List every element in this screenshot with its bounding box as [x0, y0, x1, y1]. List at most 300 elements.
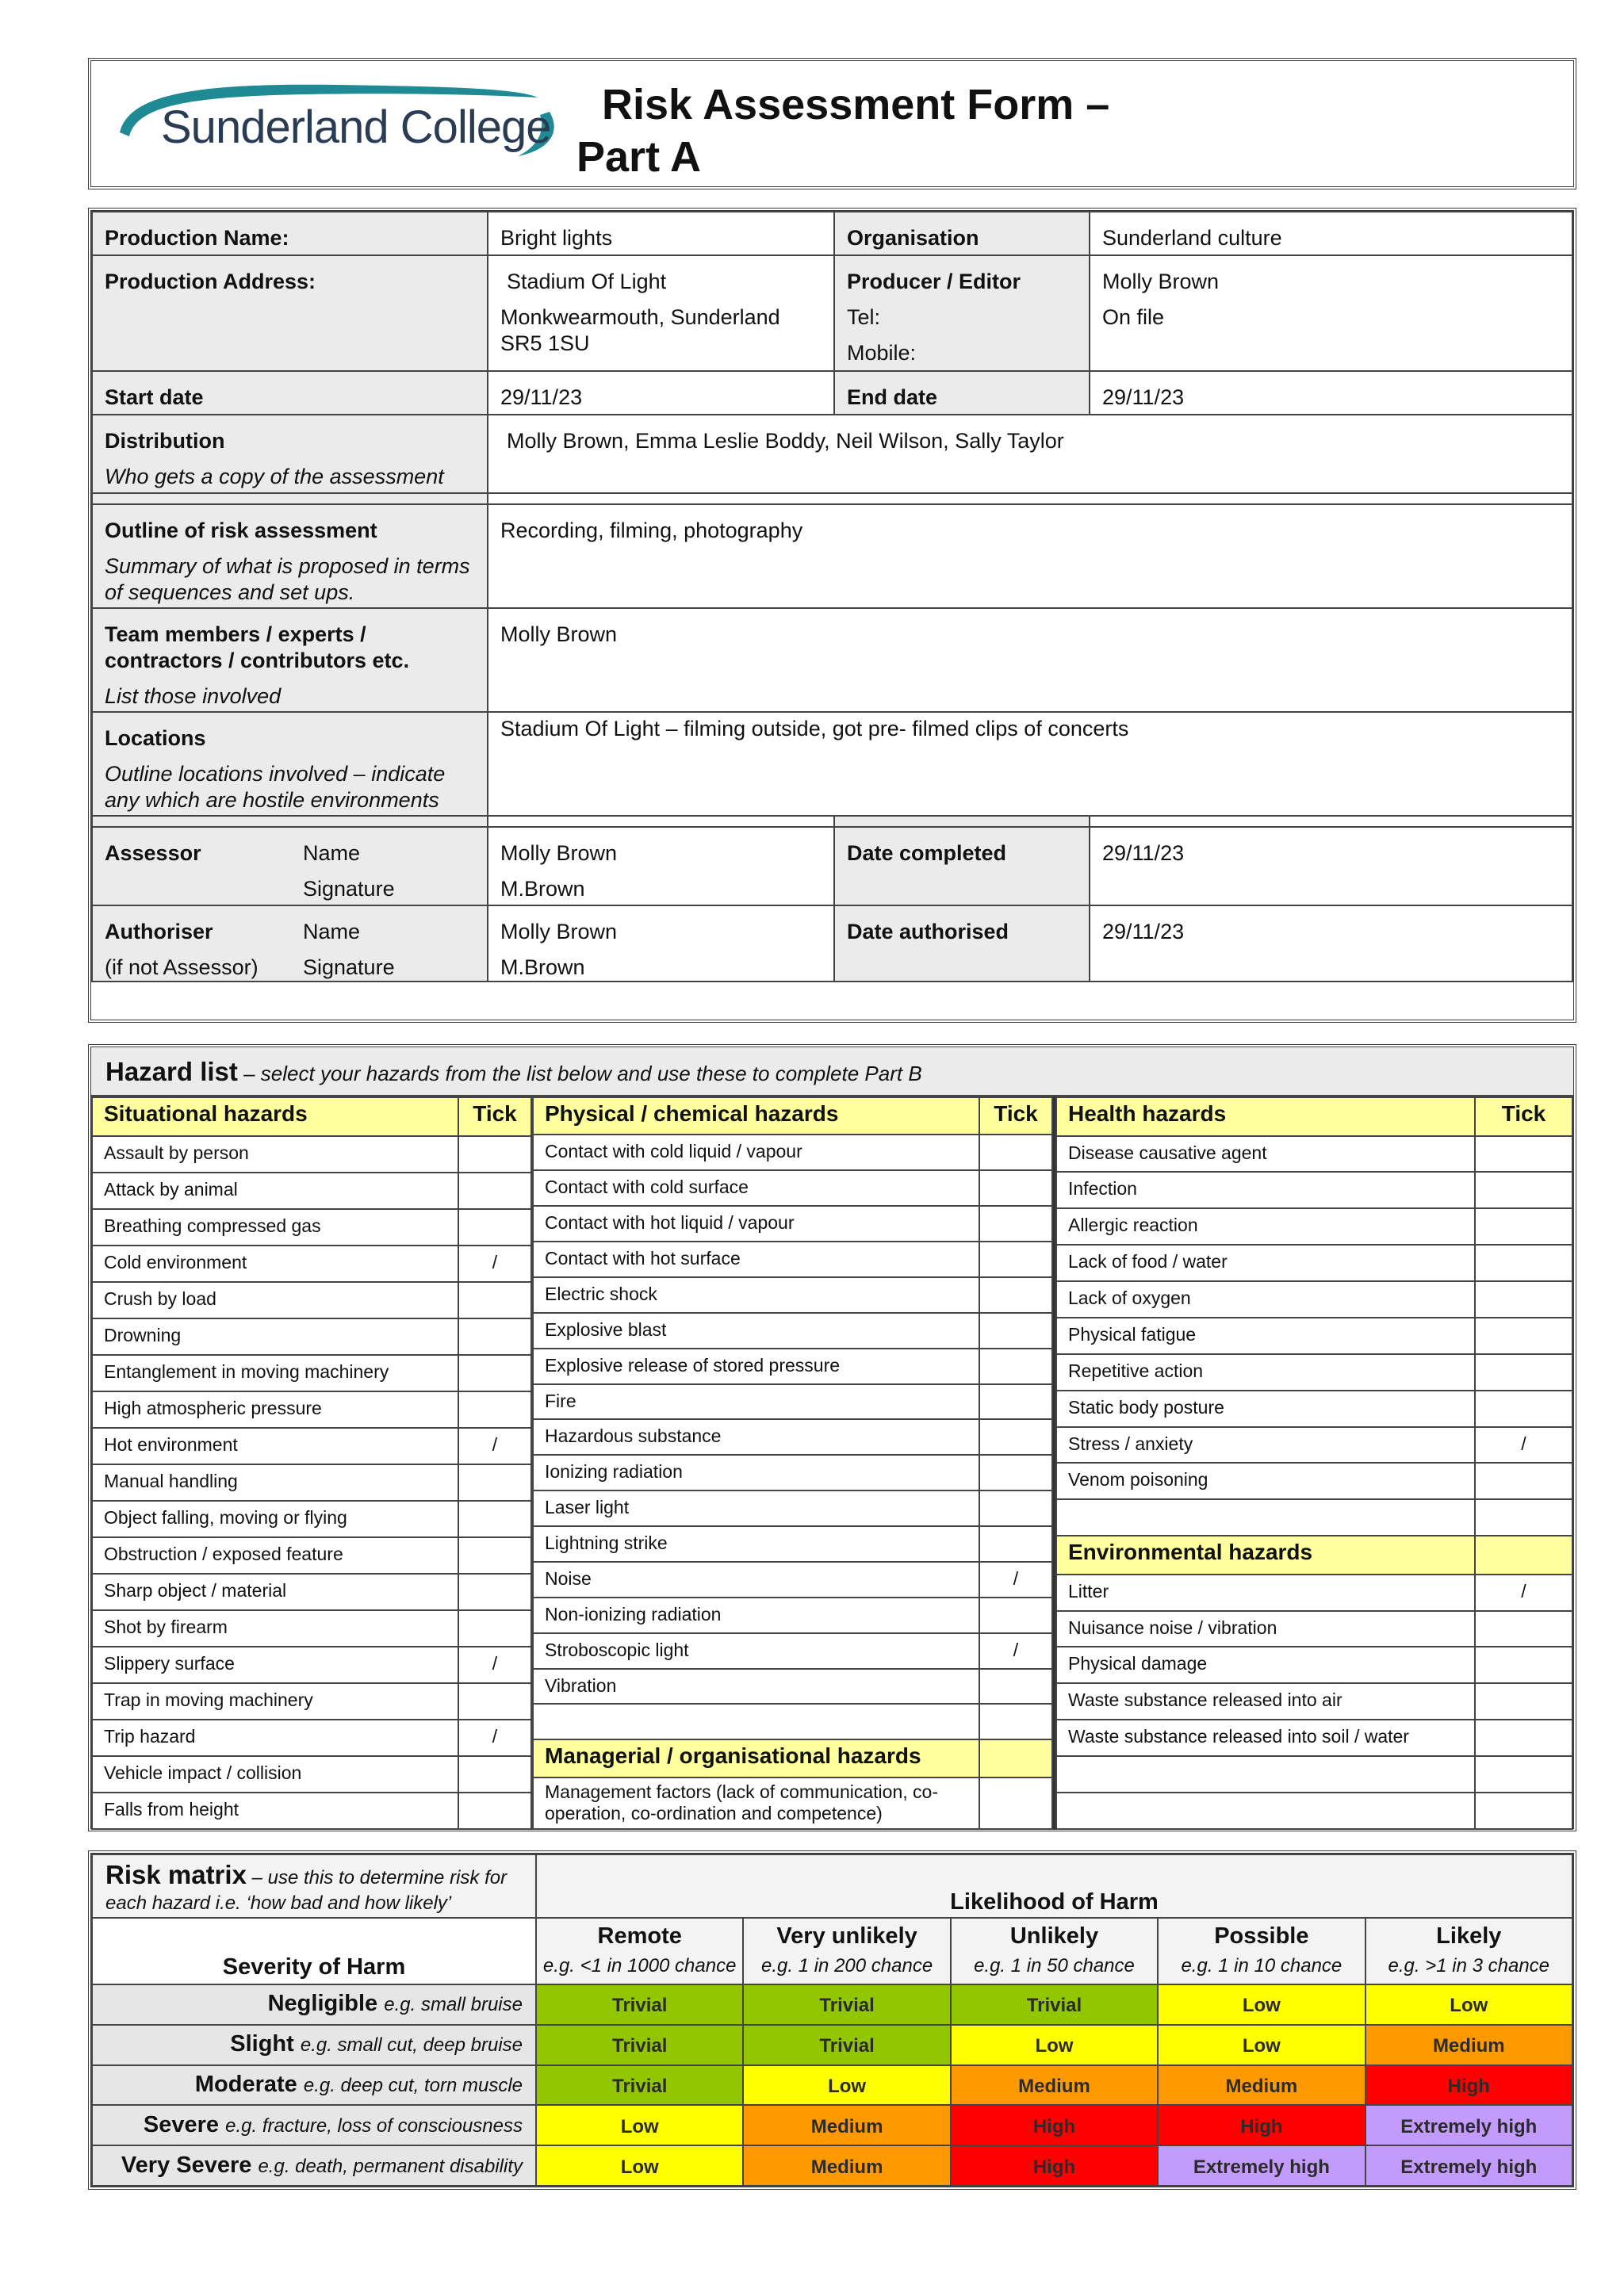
risk-level-cell: Medium — [743, 2145, 950, 2186]
likelihood-very-unlikely — [743, 1918, 950, 1984]
hazard-stress-anxiety: Stress / anxiety — [1056, 1427, 1475, 1464]
hazard-litter: Litter — [1056, 1575, 1475, 1611]
tick-contact-with-cold-surface[interactable] — [979, 1170, 1052, 1206]
hazard-waste-substance-released-into-soil-water: Waste substance released into soil / water — [1056, 1720, 1475, 1756]
hazard-row — [533, 1490, 1052, 1526]
start-date-label: Start date — [92, 371, 488, 415]
hazard-row — [92, 1574, 531, 1610]
authoriser-label-cell — [92, 905, 488, 982]
hazard-row — [92, 1793, 531, 1829]
tick-crush-by-load[interactable] — [458, 1282, 531, 1318]
assessor-name-signature-labels — [303, 840, 395, 902]
tick-fire[interactable] — [979, 1384, 1052, 1420]
authoriser-name: Molly Brown — [500, 920, 618, 943]
assessor-label-cell — [92, 827, 488, 905]
tick-physical-damage[interactable] — [1475, 1647, 1572, 1683]
hazard-row — [533, 1455, 1052, 1490]
hazard-shot-by-firearm: Shot by firearm — [92, 1610, 458, 1647]
hazard-row — [533, 1242, 1052, 1277]
distribution-sub: Who gets a copy of the assessment — [105, 465, 444, 488]
tick-hazardous-substance[interactable] — [979, 1419, 1052, 1455]
risk-level-cell: Trivial — [536, 2065, 743, 2106]
environmental-tick-header — [1475, 1536, 1572, 1575]
locations-sub: Outline locations involved – indicate any which are hostile environments — [105, 762, 446, 812]
severity-example: e.g. fracture, loss of consciousness — [225, 2114, 523, 2137]
physical-header — [533, 1097, 1052, 1135]
hazard-laser-light: Laser light — [533, 1490, 979, 1526]
hazard-row — [92, 1318, 531, 1355]
severity-example: e.g. small cut, deep bruise — [300, 2034, 523, 2057]
hazard-row — [1056, 1391, 1572, 1427]
tick-high-atmospheric-pressure[interactable] — [458, 1391, 531, 1428]
hazard-row — [1056, 1136, 1572, 1173]
hazard-breathing-compressed-gas: Breathing compressed gas — [92, 1209, 458, 1246]
hazard-row — [533, 1277, 1052, 1313]
hazard-row — [92, 1537, 531, 1574]
authoriser-name-signature-labels — [303, 919, 395, 981]
form-title-line1: Risk Assessment Form – — [602, 81, 1110, 128]
hazard-repetitive-action: Repetitive action — [1056, 1354, 1475, 1391]
address-line3: SR5 1SU — [500, 331, 590, 355]
severity-example: e.g. death, permanent disability — [258, 2155, 523, 2177]
hazard-row — [533, 1598, 1052, 1633]
hazard-physical-fatigue: Physical fatigue — [1056, 1318, 1475, 1354]
tick-trap-in-moving-machinery[interactable] — [458, 1683, 531, 1720]
hazard-attack-by-animal: Attack by animal — [92, 1173, 458, 1209]
risk-level-cell: Low — [1365, 1984, 1572, 2025]
risk-matrix-title — [92, 1854, 536, 1918]
severity-very-severe — [92, 2145, 536, 2186]
authoriser-sub: (if not Assessor) — [105, 955, 259, 979]
form-title-line2: Part A — [576, 133, 702, 181]
managerial-title: Managerial / organisational hazards — [533, 1739, 979, 1777]
risk-matrix-title-sub: – use this to determine risk for each hazard i.e. ‘how bad and how likely’ — [105, 1867, 508, 1914]
hazard-row — [92, 1355, 531, 1391]
managerial-header — [533, 1739, 1052, 1777]
hazard-row — [533, 1526, 1052, 1562]
hazard-slippery-surface: Slippery surface — [92, 1647, 458, 1683]
producer-value-cell[interactable] — [1090, 255, 1572, 371]
hazard-list — [88, 1044, 1576, 1831]
authoriser-signature: M.Brown — [500, 955, 585, 979]
hazard-venom-poisoning: Venom poisoning — [1056, 1463, 1475, 1499]
likelihood-example: e.g. >1 in 3 chance — [1388, 1955, 1550, 1976]
hazard-explosive-blast: Explosive blast — [533, 1313, 979, 1349]
hazard-title-sub: – select your hazards from the list below and use these to complete Part B — [237, 1062, 922, 1085]
risk-level-cell: Low — [951, 2025, 1158, 2065]
tick-infection[interactable] — [1475, 1172, 1572, 1208]
hazard-object-falling-moving-or-flying: Object falling, moving or flying — [92, 1501, 458, 1537]
likelihood-unlikely — [951, 1918, 1158, 1984]
assessor-name: Molly Brown — [500, 841, 618, 865]
tick-waste-substance-released-into-soil-water[interactable] — [1475, 1720, 1572, 1756]
risk-level-cell: Extremely high — [1158, 2145, 1365, 2186]
hazard-obstruction-exposed-feature: Obstruction / exposed feature — [92, 1537, 458, 1574]
health-tick-header: Tick — [1475, 1097, 1572, 1136]
tick-laser-light[interactable] — [979, 1490, 1052, 1526]
tick-contact-with-hot-liquid-vapour[interactable] — [979, 1206, 1052, 1242]
tick-litter[interactable]: / — [1475, 1575, 1572, 1611]
tick-noise[interactable]: / — [979, 1562, 1052, 1598]
hazard-lightning-strike: Lightning strike — [533, 1526, 979, 1562]
tick-object-falling-moving-or-flying[interactable] — [458, 1501, 531, 1537]
severity-row-very-severe — [92, 2145, 1572, 2186]
blank-cell — [1056, 1793, 1475, 1829]
hazard-allergic-reaction: Allergic reaction — [1056, 1208, 1475, 1245]
risk-level-cell: Low — [536, 2145, 743, 2186]
risk-level-cell: Extremely high — [1365, 2105, 1572, 2145]
risk-level-cell: Low — [1158, 1984, 1365, 2025]
severity-slight — [92, 2025, 536, 2065]
hazard-crush-by-load: Crush by load — [92, 1282, 458, 1318]
tick-vehicle-impact-collision[interactable] — [458, 1756, 531, 1793]
physical-column — [532, 1096, 1053, 1830]
hazard-row — [92, 1136, 531, 1173]
risk-level-cell: High — [1158, 2105, 1365, 2145]
severity-example: e.g. small bruise — [384, 1994, 523, 2016]
situational-header — [92, 1097, 531, 1136]
tick-explosive-release-of-stored-pressure[interactable] — [979, 1349, 1052, 1384]
team-label-cell — [92, 608, 488, 712]
hazard-title-main: Hazard list — [105, 1057, 238, 1086]
tick-lack-of-oxygen[interactable] — [1475, 1281, 1572, 1318]
hazard-sharp-object-material: Sharp object / material — [92, 1574, 458, 1610]
risk-level-cell: Low — [743, 2065, 950, 2106]
hazard-row — [1056, 1720, 1572, 1756]
hazard-explosive-release-of-stored-pressure: Explosive release of stored pressure — [533, 1349, 979, 1384]
tick-stroboscopic-light[interactable]: / — [979, 1633, 1052, 1669]
blank-cell[interactable] — [1475, 1756, 1572, 1793]
tick-falls-from-height[interactable] — [458, 1793, 531, 1829]
risk-level-cell: Trivial — [536, 1984, 743, 2025]
hazard-row — [92, 1647, 531, 1683]
tick-lightning-strike[interactable] — [979, 1526, 1052, 1562]
hazard-row — [533, 1313, 1052, 1349]
tick-cold-environment[interactable]: / — [458, 1246, 531, 1282]
blank-row — [1056, 1499, 1572, 1536]
risk-level-cell: Extremely high — [1365, 2145, 1572, 2186]
health-title: Health hazards — [1056, 1097, 1475, 1136]
tick-attack-by-animal[interactable] — [458, 1173, 531, 1209]
hazard-vibration: Vibration — [533, 1669, 979, 1705]
hazard-row — [1056, 1281, 1572, 1318]
form-header — [88, 58, 1576, 189]
hazard-row — [1056, 1245, 1572, 1281]
tick-physical-fatigue[interactable] — [1475, 1318, 1572, 1354]
tick-drowning[interactable] — [458, 1318, 531, 1355]
hazard-stroboscopic-light: Stroboscopic light — [533, 1633, 979, 1669]
hazard-high-atmospheric-pressure: High atmospheric pressure — [92, 1391, 458, 1428]
risk-level-cell: Trivial — [951, 1984, 1158, 2025]
hazard-waste-substance-released-into-air: Waste substance released into air — [1056, 1683, 1475, 1720]
hazard-nuisance-noise-vibration: Nuisance noise / vibration — [1056, 1611, 1475, 1647]
hazard-cold-environment: Cold environment — [92, 1246, 458, 1282]
team-value[interactable]: Molly Brown — [488, 608, 1572, 712]
hazard-physical-damage: Physical damage — [1056, 1647, 1475, 1683]
locations-label: Locations — [105, 726, 206, 750]
logo-text: Sunderland College — [161, 101, 551, 153]
physical-tick-header: Tick — [979, 1097, 1052, 1135]
situational-tick-header: Tick — [458, 1097, 531, 1136]
production-address-label: Production Address: — [92, 255, 488, 371]
tick-management-factors-lack-of-communication-co-operation-co-ordination-and-competence[interactable] — [979, 1777, 1052, 1829]
blank-cell[interactable] — [1475, 1793, 1572, 1829]
organisation-label: Organisation — [834, 212, 1090, 255]
blank-cell — [533, 1704, 979, 1739]
hazard-lack-of-oxygen: Lack of oxygen — [1056, 1281, 1475, 1318]
tick-hot-environment[interactable]: / — [458, 1428, 531, 1464]
tick-venom-poisoning[interactable] — [1475, 1463, 1572, 1499]
hazard-row — [92, 1282, 531, 1318]
hazard-drowning: Drowning — [92, 1318, 458, 1355]
production-name-value[interactable]: Bright lights — [488, 212, 834, 255]
tick-disease-causative-agent[interactable] — [1475, 1136, 1572, 1173]
production-name-label: Production Name: — [92, 212, 488, 255]
tick-non-ionizing-radiation[interactable] — [979, 1598, 1052, 1633]
hazard-row — [1056, 1172, 1572, 1208]
assessor-label: Assessor — [105, 841, 201, 865]
hazard-manual-handling: Manual handling — [92, 1464, 458, 1501]
severity-negligible — [92, 1984, 536, 2025]
sunderland-college-logo — [105, 77, 561, 180]
tick-lack-of-food-water[interactable] — [1475, 1245, 1572, 1281]
tick-shot-by-firearm[interactable] — [458, 1610, 531, 1647]
hazard-row — [533, 1135, 1052, 1170]
production-details — [88, 208, 1576, 1023]
outline-sub: Summary of what is proposed in terms of sequences and set ups. — [105, 554, 470, 604]
likelihood-likely — [1365, 1918, 1572, 1984]
assessor-value-cell[interactable] — [488, 827, 834, 905]
hazard-row — [533, 1419, 1052, 1455]
likelihood-possible — [1158, 1918, 1365, 1984]
hazard-row — [92, 1464, 531, 1501]
hazard-row — [1056, 1354, 1572, 1391]
end-date-label: End date — [834, 371, 1090, 415]
hazard-row — [1056, 1427, 1572, 1464]
hazard-row — [533, 1384, 1052, 1420]
tick-entanglement-in-moving-machinery[interactable] — [458, 1355, 531, 1391]
tick-trip-hazard[interactable]: / — [458, 1720, 531, 1756]
likelihood-name: Remote — [597, 1923, 682, 1949]
hazard-row — [92, 1209, 531, 1246]
authoriser-value-cell[interactable] — [488, 905, 834, 982]
severity-title: Severity of Harm — [92, 1918, 536, 1984]
hazard-row — [533, 1170, 1052, 1206]
date-completed-label: Date completed — [834, 827, 1090, 905]
managerial-tick-header — [979, 1739, 1052, 1777]
authoriser-name-label: Name — [303, 920, 361, 943]
tick-repetitive-action[interactable] — [1475, 1354, 1572, 1391]
risk-level-cell: Trivial — [536, 2025, 743, 2065]
distribution-value[interactable]: Molly Brown, Emma Leslie Boddy, Neil Wilson, Sally Taylor — [488, 415, 1572, 493]
locations-value[interactable]: Stadium Of Light – filming outside, got pre- filmed clips of concerts — [488, 712, 1572, 816]
outline-value[interactable]: Recording, filming, photography — [488, 504, 1572, 608]
tick-stress-anxiety[interactable]: / — [1475, 1427, 1572, 1464]
likelihood-title: Likelihood of Harm — [536, 1854, 1572, 1918]
authoriser-labels — [105, 919, 303, 981]
hazard-row — [92, 1428, 531, 1464]
blank-cell — [1056, 1499, 1475, 1536]
physical-title: Physical / chemical hazards — [533, 1097, 979, 1135]
blank-cell[interactable] — [979, 1704, 1052, 1739]
producer-value: Molly Brown — [1102, 270, 1220, 293]
risk-level-cell: Trivial — [743, 2025, 950, 2065]
hazard-row — [92, 1501, 531, 1537]
hazard-vehicle-impact-collision: Vehicle impact / collision — [92, 1756, 458, 1793]
assessor-signature: M.Brown — [500, 877, 585, 901]
health-column — [1053, 1096, 1573, 1830]
severity-name: Negligible — [267, 1991, 378, 2017]
date-authorised-value[interactable]: 29/11/23 — [1090, 905, 1572, 982]
tel-value: On file — [1102, 305, 1165, 329]
hazard-entanglement-in-moving-machinery: Entanglement in moving machinery — [92, 1355, 458, 1391]
likelihood-example: e.g. <1 in 1000 chance — [542, 1955, 737, 1976]
tick-manual-handling[interactable] — [458, 1464, 531, 1501]
tick-breathing-compressed-gas[interactable] — [458, 1209, 531, 1246]
hazard-row — [92, 1246, 531, 1282]
tick-contact-with-hot-surface[interactable] — [979, 1242, 1052, 1277]
tick-allergic-reaction[interactable] — [1475, 1208, 1572, 1245]
tick-waste-substance-released-into-air[interactable] — [1475, 1683, 1572, 1720]
risk-level-cell: Low — [536, 2105, 743, 2145]
health-header — [1056, 1097, 1572, 1136]
hazard-row — [92, 1756, 531, 1793]
risk-matrix-title-main: Risk matrix — [105, 1860, 247, 1889]
hazard-row — [1056, 1683, 1572, 1720]
start-date-value[interactable]: 29/11/23 — [488, 371, 834, 415]
hazard-contact-with-hot-surface: Contact with hot surface — [533, 1242, 979, 1277]
hazard-fire: Fire — [533, 1384, 979, 1420]
tick-assault-by-person[interactable] — [458, 1136, 531, 1173]
hazard-trip-hazard: Trip hazard — [92, 1720, 458, 1756]
outline-label: Outline of risk assessment — [105, 519, 377, 542]
risk-level-cell: High — [1365, 2065, 1572, 2106]
risk-level-cell: Medium — [1365, 2025, 1572, 2065]
risk-level-cell: Medium — [1158, 2065, 1365, 2106]
hazard-assault-by-person: Assault by person — [92, 1136, 458, 1173]
likelihood-name: Possible — [1214, 1923, 1309, 1949]
risk-level-cell: Trivial — [743, 1984, 950, 2025]
tick-slippery-surface[interactable]: / — [458, 1647, 531, 1683]
hazard-contact-with-cold-surface: Contact with cold surface — [533, 1170, 979, 1206]
environmental-header — [1056, 1536, 1572, 1575]
tick-vibration[interactable] — [979, 1669, 1052, 1705]
production-address-value[interactable] — [488, 255, 834, 371]
hazard-row — [1056, 1611, 1572, 1647]
tick-contact-with-cold-liquid-vapour[interactable] — [979, 1135, 1052, 1170]
situational-title: Situational hazards — [92, 1097, 458, 1136]
hazard-static-body-posture: Static body posture — [1056, 1391, 1475, 1427]
severity-name: Very Severe — [121, 2152, 252, 2178]
organisation-value[interactable]: Sunderland culture — [1090, 212, 1572, 255]
tick-ionizing-radiation[interactable] — [979, 1455, 1052, 1490]
tick-obstruction-exposed-feature[interactable] — [458, 1537, 531, 1574]
severity-row-negligible — [92, 1984, 1572, 2025]
address-line2: Monkwearmouth, Sunderland — [500, 305, 780, 329]
hazard-row — [92, 1720, 531, 1756]
likelihood-remote — [536, 1918, 743, 1984]
hazard-non-ionizing-radiation: Non-ionizing radiation — [533, 1598, 979, 1633]
hazard-management-factors-lack-of-communication-co-operation-co-ordination-and-competence: Management factors (lack of communication, co-operation, co-ordination and competence) — [533, 1777, 979, 1829]
tel-label: Tel: — [847, 305, 881, 329]
tick-explosive-blast[interactable] — [979, 1313, 1052, 1349]
likelihood-example: e.g. 1 in 50 chance — [974, 1955, 1135, 1976]
severity-moderate — [92, 2065, 536, 2106]
hazard-falls-from-height: Falls from height — [92, 1793, 458, 1829]
blank-cell[interactable] — [1475, 1499, 1572, 1536]
tick-sharp-object-material[interactable] — [458, 1574, 531, 1610]
blank-cell — [1056, 1756, 1475, 1793]
hazard-row — [92, 1610, 531, 1647]
severity-row-severe — [92, 2105, 1572, 2145]
date-completed-value[interactable]: 29/11/23 — [1090, 827, 1572, 905]
severity-severe — [92, 2105, 536, 2145]
hazard-electric-shock: Electric shock — [533, 1277, 979, 1313]
hazard-row — [1056, 1463, 1572, 1499]
hazard-hazardous-substance: Hazardous substance — [533, 1419, 979, 1455]
severity-example: e.g. deep cut, torn muscle — [303, 2074, 523, 2096]
distribution-label-cell — [92, 415, 488, 493]
blank-row — [1056, 1793, 1572, 1829]
severity-row-slight — [92, 2025, 1572, 2065]
severity-row-moderate — [92, 2065, 1572, 2106]
form-title — [576, 78, 1109, 183]
tick-electric-shock[interactable] — [979, 1277, 1052, 1313]
hazard-row — [533, 1206, 1052, 1242]
likelihood-example: e.g. 1 in 200 chance — [761, 1955, 933, 1976]
mobile-label: Mobile: — [847, 341, 917, 365]
likelihood-example: e.g. 1 in 10 chance — [1181, 1955, 1342, 1976]
risk-level-cell: High — [951, 2105, 1158, 2145]
likelihood-name: Likely — [1436, 1923, 1502, 1949]
hazard-row — [533, 1777, 1052, 1829]
situational-column — [91, 1096, 532, 1830]
hazard-contact-with-hot-liquid-vapour: Contact with hot liquid / vapour — [533, 1206, 979, 1242]
address-line1: Stadium Of Light — [507, 270, 667, 293]
team-sub: List those involved — [105, 684, 282, 708]
hazard-row — [533, 1349, 1052, 1384]
tick-static-body-posture[interactable] — [1475, 1391, 1572, 1427]
tick-nuisance-noise-vibration[interactable] — [1475, 1611, 1572, 1647]
producer-label: Producer / Editor — [847, 270, 1021, 293]
outline-label-cell — [92, 504, 488, 608]
hazard-row — [1056, 1208, 1572, 1245]
hazard-list-title — [91, 1047, 1573, 1096]
severity-name: Severe — [143, 2111, 220, 2137]
blank-row — [1056, 1756, 1572, 1793]
locations-label-cell — [92, 712, 488, 816]
hazard-infection: Infection — [1056, 1172, 1475, 1208]
hazard-ionizing-radiation: Ionizing radiation — [533, 1455, 979, 1490]
hazard-row — [1056, 1647, 1572, 1683]
hazard-row — [1056, 1318, 1572, 1354]
risk-level-cell: High — [951, 2145, 1158, 2186]
risk-level-cell: Low — [1158, 2025, 1365, 2065]
end-date-value[interactable]: 29/11/23 — [1090, 371, 1572, 415]
hazard-hot-environment: Hot environment — [92, 1428, 458, 1464]
distribution-label: Distribution — [105, 429, 225, 453]
severity-name: Slight — [230, 2031, 294, 2057]
likelihood-name: Unlikely — [1009, 1923, 1099, 1949]
hazard-row — [533, 1562, 1052, 1598]
hazard-row — [92, 1683, 531, 1720]
hazard-row — [92, 1173, 531, 1209]
hazard-row — [533, 1633, 1052, 1669]
date-authorised-label: Date authorised — [834, 905, 1090, 982]
blank-row — [533, 1704, 1052, 1739]
hazard-noise: Noise — [533, 1562, 979, 1598]
hazard-trap-in-moving-machinery: Trap in moving machinery — [92, 1683, 458, 1720]
